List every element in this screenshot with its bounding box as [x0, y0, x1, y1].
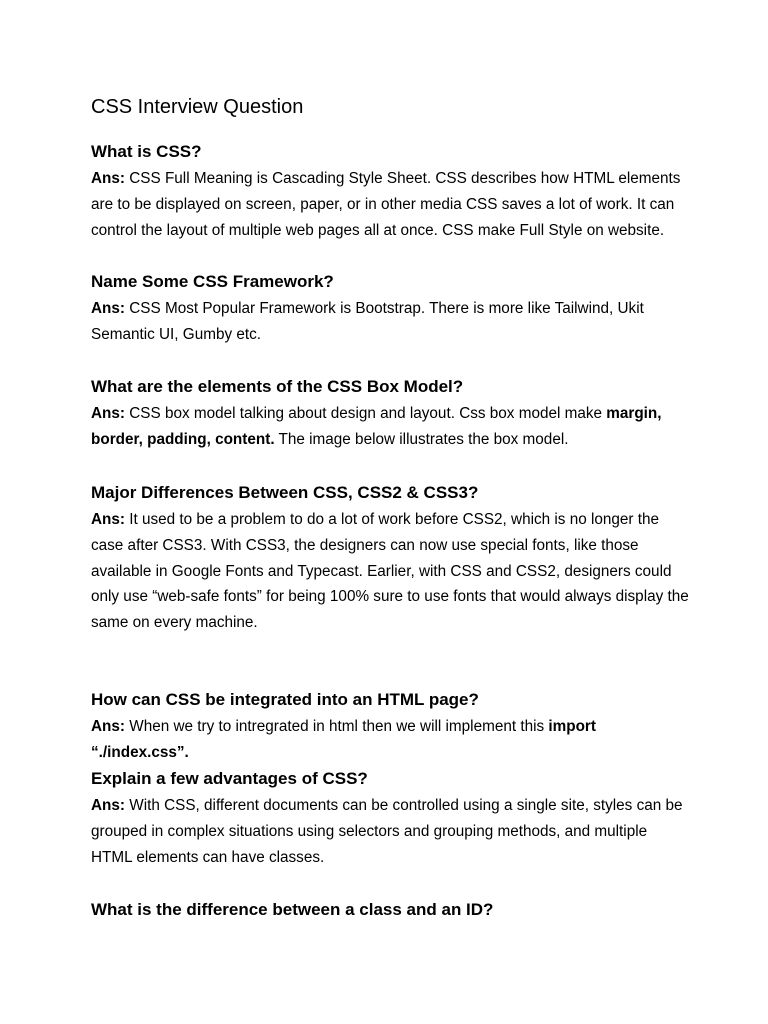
page-title: CSS Interview Question	[91, 96, 304, 118]
document-title-block	[91, 95, 691, 119]
ans-label: Ans:	[91, 511, 125, 528]
qa-block-what-is-css	[91, 141, 691, 243]
question-heading: What is the difference between a class and an ID?	[91, 900, 494, 919]
answer-bold-text: import “./index.css”.	[91, 718, 596, 761]
answer-text-after: The image below illustrates the box model.	[274, 430, 569, 448]
answer-paragraph	[91, 714, 691, 766]
answer-paragraph	[91, 793, 691, 870]
ans-label: Ans:	[91, 170, 125, 187]
answer-paragraph	[91, 507, 691, 636]
answer-paragraph	[91, 296, 691, 348]
answer-text: CSS box model talking about design and layout. Css box model make	[125, 405, 607, 422]
qa-block-class-vs-id	[91, 899, 691, 921]
question-heading: Name Some CSS Framework?	[91, 272, 334, 291]
answer-text: When we try to intregrated in html then we will implement this	[125, 718, 549, 735]
answer-text: With CSS, different documents can be controlled using a single site, styles can be grouped in complex situations using selectors and grouping methods, and multiple HTML elements can have classes.	[91, 797, 683, 866]
question-heading: How can CSS be integrated into an HTML page?	[91, 690, 479, 709]
ans-label: Ans:	[91, 797, 125, 814]
question-heading: Explain a few advantages of CSS?	[91, 769, 368, 788]
question-heading: What is CSS?	[91, 142, 202, 161]
qa-block-box-model	[91, 376, 691, 453]
qa-block-css-differences	[91, 482, 691, 636]
answer-text: CSS Full Meaning is Cascading Style Sheet. CSS describes how HTML elements are to be displayed on screen, paper, or in other media CSS saves a lot of work. It can control the layout of multiple web pages all at once. CSS make Full Style on website.	[91, 170, 681, 239]
question-heading: What are the elements of the CSS Box Model?	[91, 377, 464, 396]
qa-block-css-integration	[91, 689, 691, 766]
qa-block-css-framework	[91, 271, 691, 348]
answer-bold-text: margin, border, padding, content.	[91, 405, 662, 448]
ans-label: Ans:	[91, 718, 125, 735]
answer-paragraph	[91, 166, 691, 243]
question-heading: Major Differences Between CSS, CSS2 & CSS3?	[91, 483, 479, 502]
ans-label: Ans:	[91, 405, 125, 422]
qa-block-css-advantages	[91, 768, 691, 870]
ans-label: Ans:	[91, 300, 125, 317]
answer-text: It used to be a problem to do a lot of work before CSS2, which is no longer the case after CSS3. With CSS3, the designers can now use special fonts, like those available in Google Fonts and Typecast. Earlier, with CSS and CSS2, designers could only use “web-safe fonts” for being 100% sure to use fonts that would always display the same on every machine.	[91, 511, 689, 632]
answer-paragraph	[91, 401, 691, 453]
answer-text: CSS Most Popular Framework is Bootstrap. There is more like Tailwind, Ukit Semantic UI, Gumby etc.	[91, 300, 644, 343]
